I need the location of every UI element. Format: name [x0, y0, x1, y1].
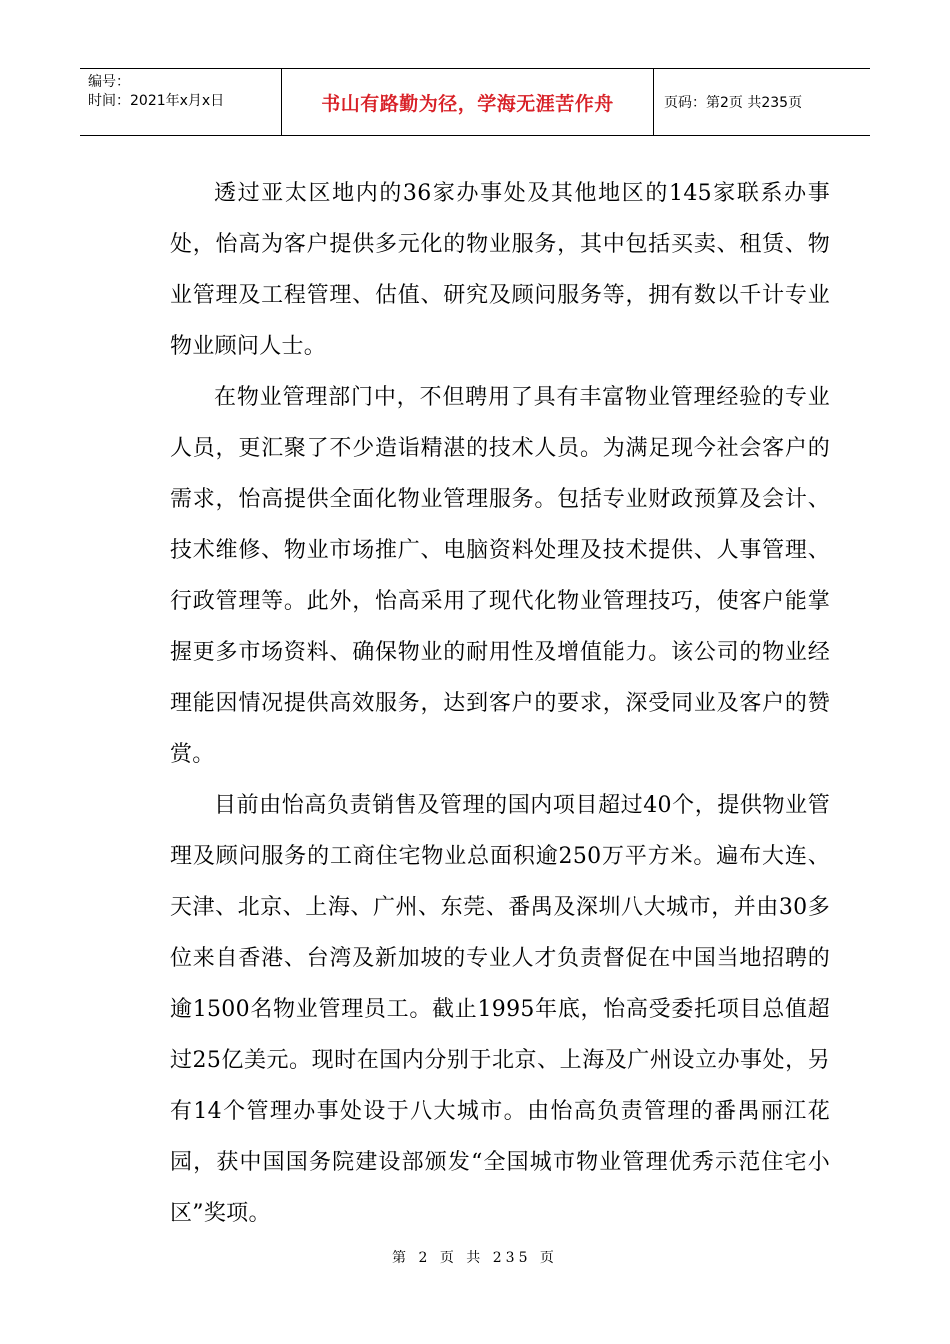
- page-footer: [0, 1247, 950, 1267]
- body-paragraph: 在物业管理部门中，不但聘用了具有丰富物业管理经验的专业人员，更汇聚了不少造诣精湛的技术人员。为满足现今社会客户的需求，怡高提供全面化物业管理服务。包括专业财政预算及会计、技术维修、物业市场推广、电脑资料处理及技术提供、人事管理、行政管理等。此外，怡高采用了现代化物业管理技巧，使客户能掌握更多市场资料、确保物业的耐用性及增值能力。该公司的物业经理能因情况提供高效服务，达到客户的要求，深受同业及客户的赞赏。: [170, 385, 830, 767]
- body-paragraph: 透过亚太区地内的36家办事处及其他地区的145家联系办事处，怡高为客户提供多元化的物业服务，其中包括买卖、租赁、物业管理及工程管理、估值、研究及顾问服务等，拥有数以千计专业物业顾问人士。: [170, 181, 830, 359]
- document-header: [80, 68, 870, 136]
- document-number-label: 编号：: [88, 74, 130, 90]
- document-date: 时间：2021年x月x日: [88, 93, 225, 109]
- header-motto-cell: [282, 69, 654, 135]
- header-motto: 书山有路勤为径，学海无涯苦作舟: [321, 92, 614, 115]
- header-meta: [80, 69, 282, 135]
- footer-page-number: 第 2 页 共 235 页: [392, 1250, 558, 1266]
- body-paragraph: 目前由怡高负责销售及管理的国内项目超过40个，提供物业管理及顾问服务的工商住宅物业总面积逾250万平方米。遍布大连、天津、北京、上海、广州、东莞、番禺及深圳八大城市，并由30多位来自香港、台湾及新加坡的专业人才负责督促在中国当地招聘的逾1500名物业管理员工。截止1995年底，怡高受委托项目总值超过25亿美元。现时在国内分别于北京、上海及广州设立办事处，另有14个管理办事处设于八大城市。由怡高负责管理的番禺丽江花园，获中国国务院建设部颁发“全国城市物业管理优秀示范住宅小区”奖项。: [170, 793, 830, 1226]
- document-body: [170, 168, 830, 1239]
- page-info-text: 页码：第2页 共235页: [664, 95, 803, 111]
- header-page-info: [654, 69, 870, 135]
